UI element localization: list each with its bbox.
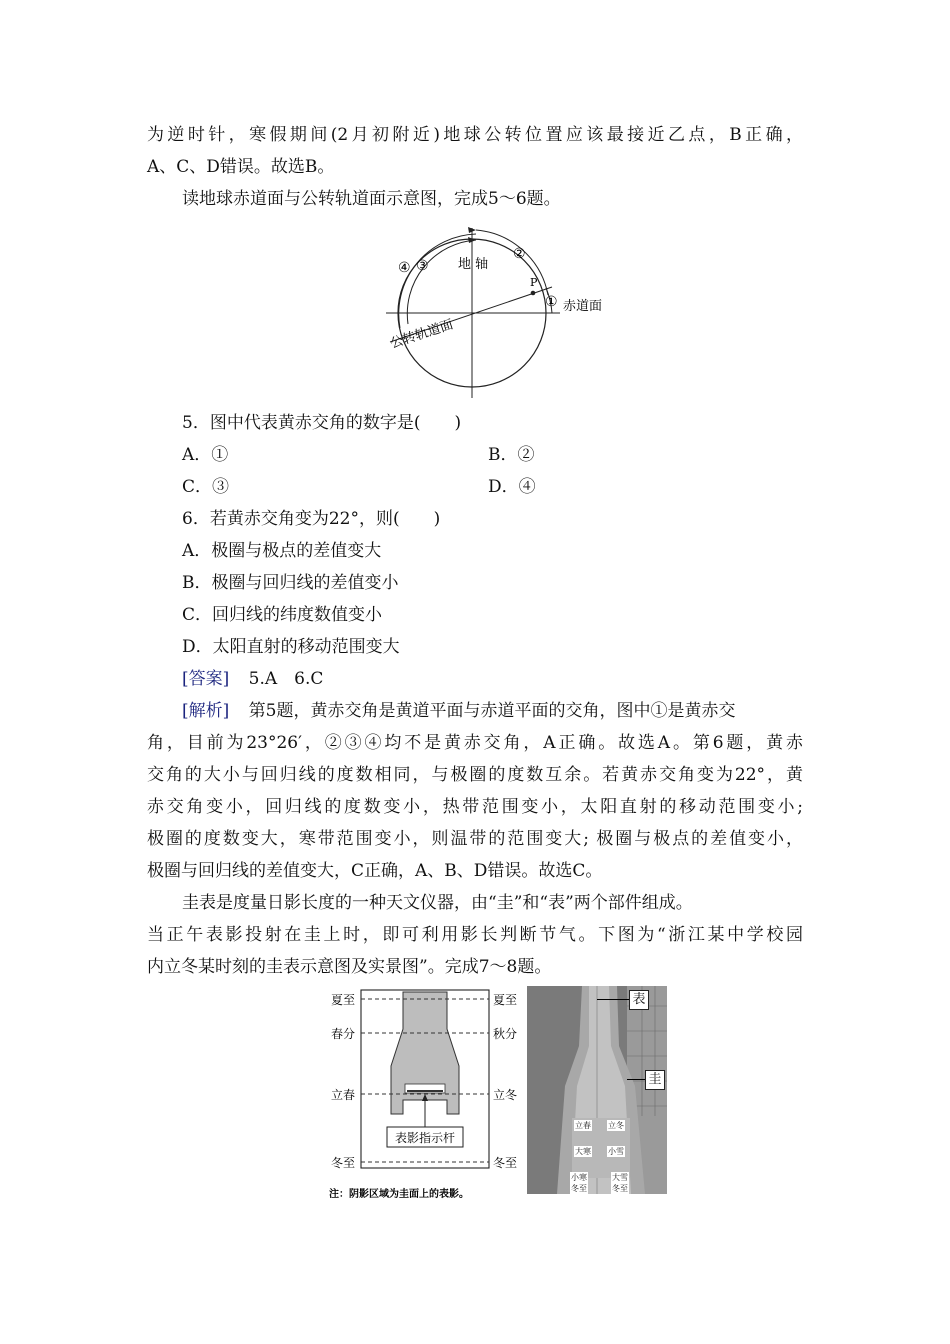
analysis-row-1 (182, 700, 803, 722)
analysis-line-6: 极圈与回归线的差值变大，C正确，A、B、D错误。故选C。 (147, 861, 603, 881)
intro-line-1: 为逆时针，寒假期间(2月初附近)地球公转位置应该最接近乙点，B正确， (147, 125, 803, 145)
photo-arrow-gui (627, 1079, 645, 1080)
photo-tag-dongzhi-1: 冬至 (571, 1184, 587, 1193)
analysis-line-3: 交角的大小与回归线的度数相同，与极圈的度数互余。若黄赤交角变为22°，黄 (147, 765, 803, 785)
photo-drawing (527, 986, 667, 1194)
q6-option-b[interactable]: B．极圈与回归线的差值变小 (182, 573, 399, 593)
angle-3-label: ③ (416, 258, 429, 274)
photo-tag-lichun: 立春 (575, 1121, 591, 1130)
guibiao-photo (527, 986, 667, 1194)
q6-option-a[interactable]: A．极圈与极点的差值变大 (182, 541, 382, 561)
q5-option-a[interactable]: A．① (182, 445, 229, 465)
photo-tag-xiaohan: 小寒 (571, 1173, 587, 1182)
guibiao-line-1: 圭表是度量日影长度的一种天文仪器，由“圭”和“表”两个部件组成。 (182, 893, 693, 913)
answer-row (182, 668, 323, 690)
photo-tag-dongzhi-2: 冬至 (612, 1184, 628, 1193)
q5-option-b[interactable]: B．② (488, 445, 535, 465)
label-lidong: 立冬 (493, 1088, 518, 1102)
equator-orbit-diagram (380, 220, 620, 400)
q5-option-d[interactable]: D．④ (488, 477, 536, 497)
label-lichun: 立春 (331, 1088, 356, 1102)
analysis-line-2: 角，目前为23°26′，②③④均不是黄赤交角，A正确。故选A。第6题，黄赤 (147, 733, 803, 753)
analysis-line-5: 极圈的度数变大，寒带范围变小，则温带的范围变大; 极圈与极点的差值变小， (147, 829, 803, 849)
photo-tag-dahan: 大寒 (575, 1147, 591, 1156)
photo-tag-lidong: 立冬 (608, 1121, 624, 1130)
pointer-label: 表影指示杆 (395, 1131, 456, 1145)
figure-note: 注：阴影区域为圭面上的表影。 (329, 1189, 469, 1200)
analysis-line-4: 赤交角变小，回归线的度数变小，热带范围变小，太阳直射的移动范围变小; (147, 797, 803, 817)
guibiao-line-3: 内立冬某时刻的圭表示意图及实景图”。完成7～8题。 (147, 957, 552, 977)
axis-label: 地 轴 (458, 257, 489, 272)
label-dongzhi-right: 冬至 (493, 1156, 518, 1170)
intro-line-3: 读地球赤道面与公转轨道面示意图，完成5～6题。 (182, 189, 561, 209)
label-chunfen: 春分 (331, 1027, 356, 1041)
analysis-tag: [解析] (182, 701, 230, 721)
q6-option-c[interactable]: C．回归线的纬度数值变小 (182, 605, 383, 625)
orbit-label: 公转轨道面 (388, 317, 456, 352)
photo-label-gui: 圭 (645, 1070, 665, 1090)
q5-stem: 5．图中代表黄赤交角的数字是( ) (182, 413, 462, 433)
analysis-line-1: 第5题，黄赤交角是黄道平面与赤道平面的交角，图中①是黄赤交 (248, 701, 736, 721)
angle-4-label: ④ (398, 260, 411, 276)
point-p-label: P (530, 276, 538, 289)
label-xiazhi-right: 夏至 (493, 993, 518, 1007)
label-qiufen: 秋分 (493, 1027, 518, 1041)
label-dongzhi-left: 冬至 (331, 1156, 356, 1170)
label-xiazhi-left: 夏至 (331, 993, 356, 1007)
angle-1-label: ① (545, 294, 558, 310)
answer-tag: [答案] (182, 669, 230, 689)
photo-label-biao: 表 (629, 990, 649, 1010)
intro-line-2: A、C、D错误。故选B。 (147, 157, 335, 177)
equator-label: 赤道面 (563, 299, 603, 314)
q6-stem: 6．若黄赤交角变为22°，则( ) (182, 509, 441, 529)
answer-text: 5.A 6.C (248, 669, 324, 689)
q6-option-d[interactable]: D．太阳直射的移动范围变大 (182, 637, 400, 657)
guibiao-schematic (325, 984, 525, 1206)
photo-arrow-biao (597, 999, 629, 1000)
photo-tag-xiaoxue: 小雪 (608, 1147, 624, 1156)
guibiao-line-2: 当正午表影投射在圭上时，即可利用影长判断节气。下图为“浙江某中学校园 (147, 925, 803, 945)
q5-option-c[interactable]: C．③ (182, 477, 230, 497)
angle-2-label: ② (513, 246, 526, 262)
photo-tag-daxue: 大雪 (612, 1173, 628, 1182)
